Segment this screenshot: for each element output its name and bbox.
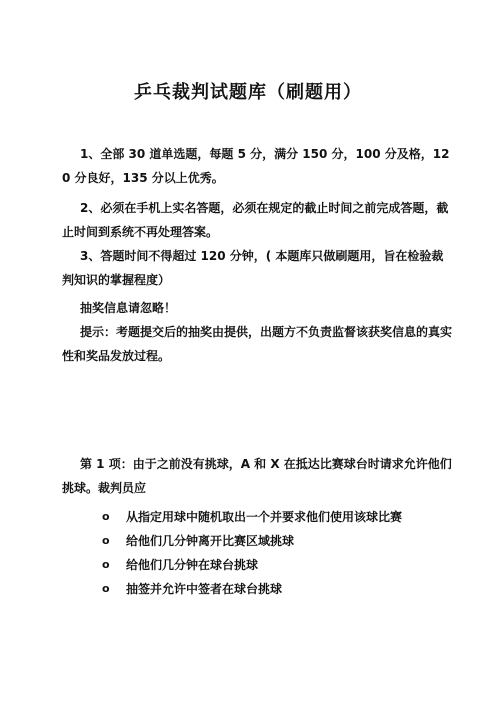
option-2 (102, 528, 402, 552)
instruction-1: 1、全部 30 道单选题，每题 5 分，满分 150 分，100 分及格，120 分良好，135 分以上优秀。 (62, 147, 450, 185)
option-4-label: 抽签并允许中签者在球台挑球 (126, 581, 283, 596)
instruction-3: 3、答题时间不得超过 120 分钟，( 本题库只做刷题用，旨在检验裁判知识的掌握程度） (62, 249, 444, 287)
bullet-icon: o (102, 509, 110, 523)
question-1-text: 第 1 项：由于之前没有挑球，A 和 X 在抵达比赛球台时请求允许他们挑球。裁判员应 (62, 457, 452, 495)
hint-paragraph: 提示：考题提交后的抽奖由提供，出题方不负责监督该获奖信息的真实性和奖品发放过程。 (62, 325, 453, 363)
option-3-label: 给他们几分钟在球台挑球 (126, 557, 259, 572)
option-1 (102, 504, 402, 528)
option-2-label: 给他们几分钟离开比赛区域挑球 (126, 533, 295, 548)
option-3 (102, 552, 402, 576)
bullet-icon: o (102, 533, 110, 547)
lottery-note: 抽奖信息请忽略！ (80, 301, 177, 315)
question-1-options (102, 504, 402, 600)
page-title: 乒乓裁判试题库（刷题用） (134, 82, 362, 103)
option-4 (102, 576, 402, 600)
instruction-2: 2、必须在手机上实名答题，必须在规定的截止时间之前完成答题，截止时间到系统不再处理答案。 (62, 201, 449, 239)
option-1-label: 从指定用球中随机取出一个并要求他们使用该球比赛 (126, 509, 403, 524)
bullet-icon: o (102, 557, 110, 571)
bullet-icon: o (102, 581, 110, 595)
